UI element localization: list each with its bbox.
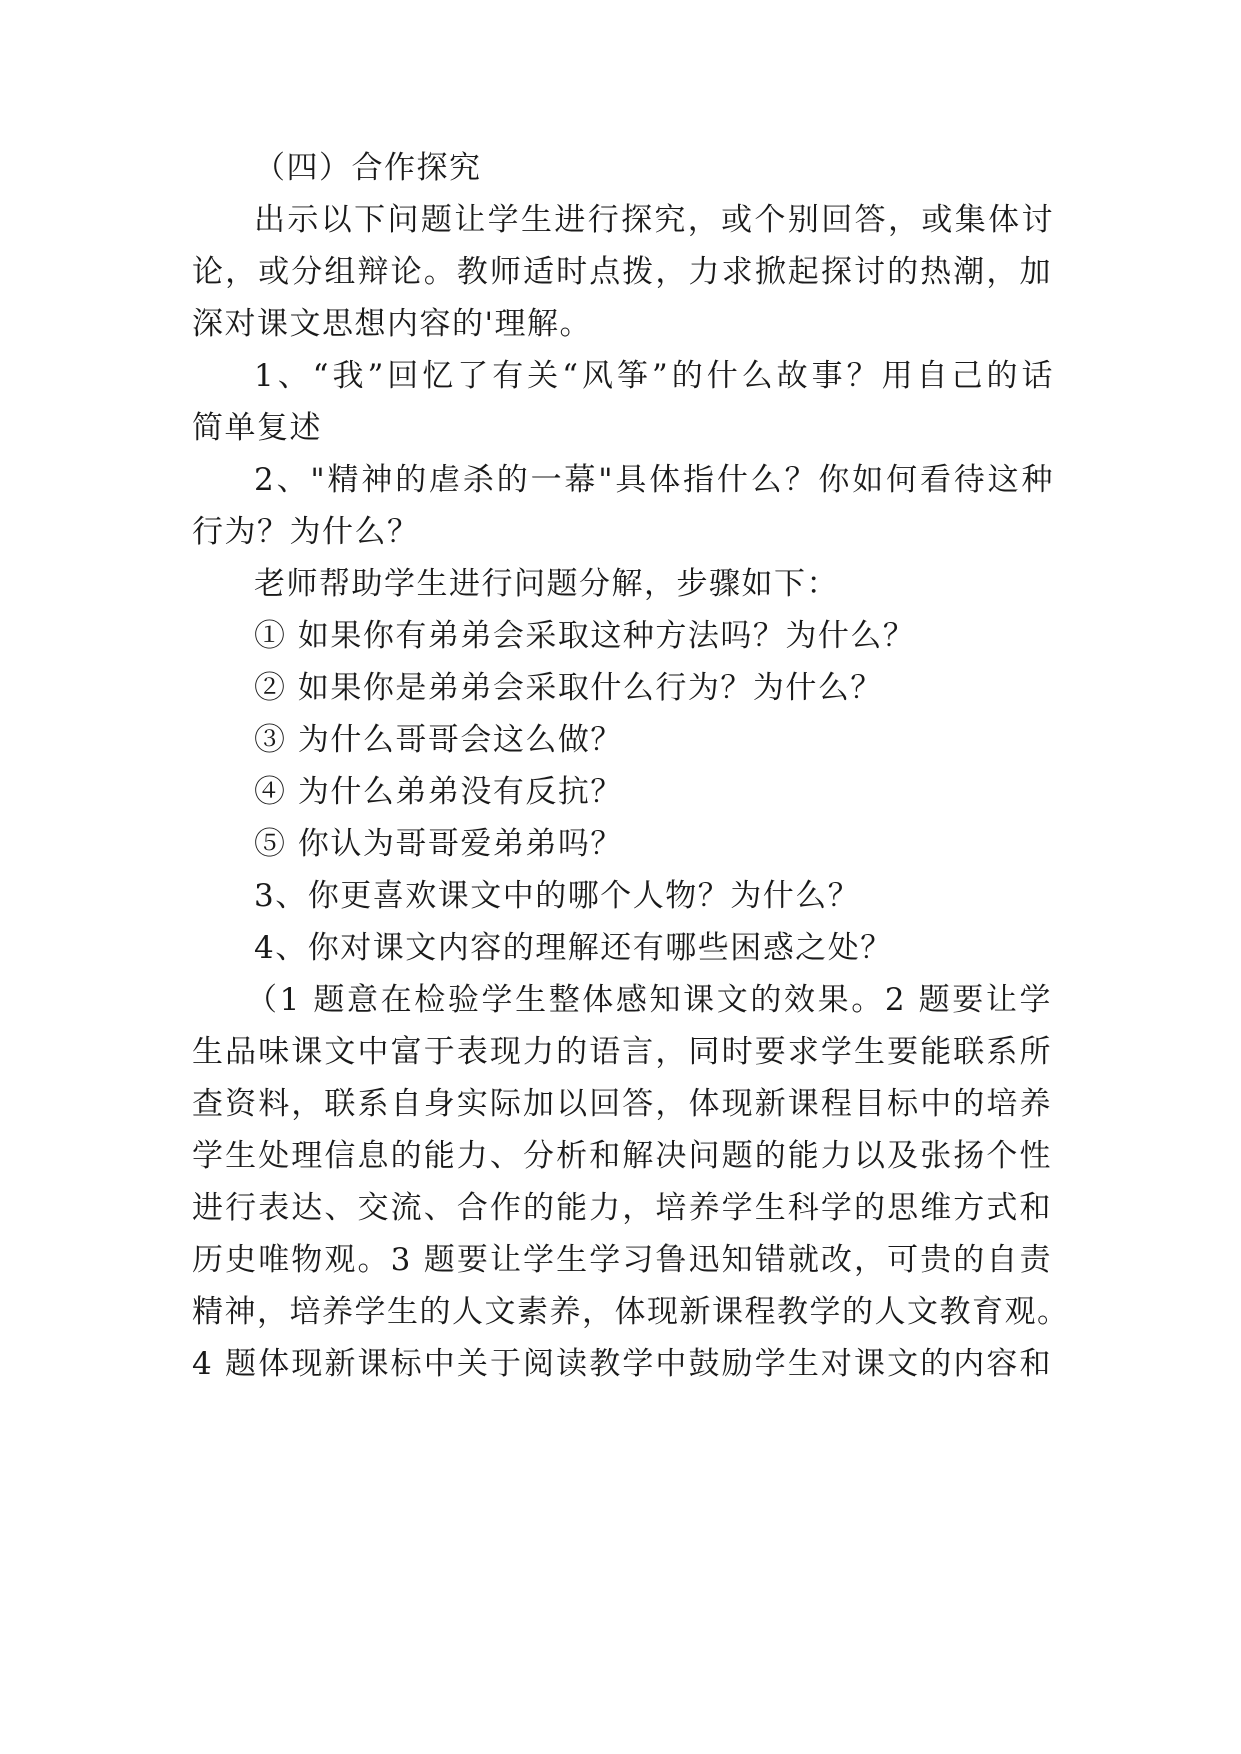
intro-paragraph-line-1: 出示以下问题让学生进行探究，或个别回答，或集体讨 (254, 202, 1054, 238)
commentary-line-8: 4 题体现新课标中关于阅读教学中鼓励学生对课文的内容和 (192, 1346, 1052, 1382)
intro-paragraph-line-3: 深对课文思想内容的'理解。 (192, 306, 593, 342)
step-item-5: ⑤ 你认为哥哥爱弟弟吗？ (254, 826, 623, 862)
step-item-4: ④ 为什么弟弟没有反抗？ (254, 774, 623, 810)
step-item-3: ③ 为什么哥哥会这么做？ (254, 722, 623, 758)
question-2-line-2: 行为？为什么？ (192, 514, 420, 550)
commentary-line-3: 查资料，联系自身实际加以回答，体现新课程目标中的培养 (192, 1086, 1052, 1122)
step-item-1: ① 如果你有弟弟会采取这种方法吗？为什么？ (254, 618, 916, 654)
commentary-line-2: 生品味课文中富于表现力的语言，同时要求学生要能联系所 (192, 1034, 1052, 1070)
question-2-line-1: 2、"精神的虐杀的一幕"具体指什么？你如何看待这种 (254, 462, 1054, 498)
steps-intro: 老师帮助学生进行问题分解，步骤如下： (254, 566, 839, 602)
intro-paragraph-line-2: 论，或分组辩论。教师适时点拨，力求掀起探讨的热潮，加 (192, 254, 1052, 290)
commentary-line-1: （1 题意在检验学生整体感知课文的效果。2 题要让学 (246, 982, 1052, 1018)
commentary-line-5: 进行表达、交流、合作的能力，培养学生科学的思维方式和 (192, 1190, 1052, 1226)
commentary-line-4: 学生处理信息的能力、分析和解决问题的能力以及张扬个性 (192, 1138, 1052, 1174)
step-item-2: ② 如果你是弟弟会采取什么行为？为什么？ (254, 670, 883, 706)
question-3: 3、你更喜欢课文中的哪个人物？为什么？ (254, 878, 861, 914)
question-4: 4、你对课文内容的理解还有哪些困惑之处？ (254, 930, 893, 966)
question-1-line-1: 1、“我”回忆了有关“风筝”的什么故事？用自己的话 (254, 358, 1054, 394)
commentary-line-7: 精神，培养学生的人文素养，体现新课程教学的人文教育观。 (192, 1294, 1070, 1330)
commentary-line-6: 历史唯物观。3 题要让学生学习鲁迅知错就改，可贵的自责 (192, 1242, 1052, 1278)
section-heading: （四）合作探究 (254, 150, 482, 186)
question-1-line-2: 简单复述 (192, 410, 322, 446)
